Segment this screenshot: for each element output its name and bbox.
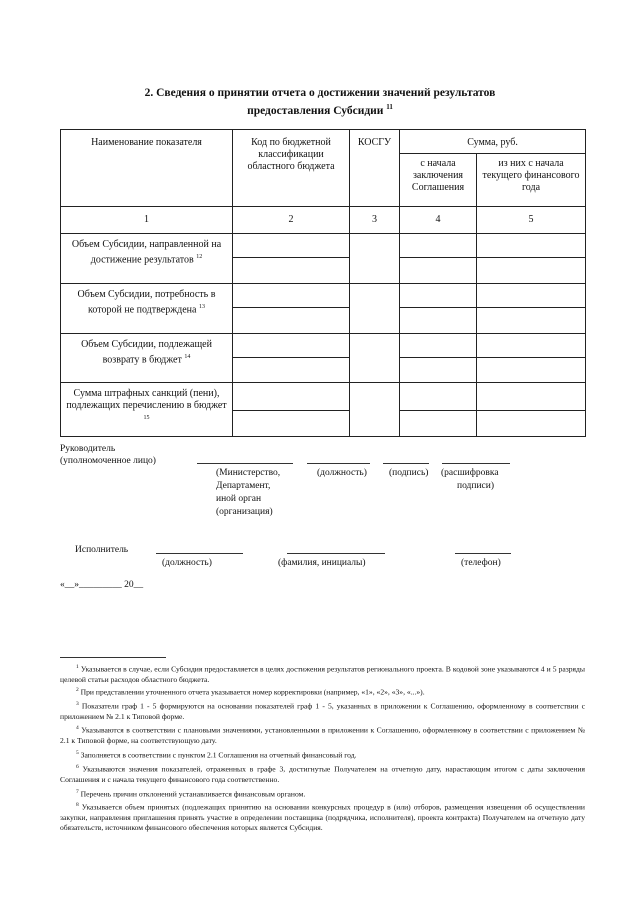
- footnote-1: $^1$ Указывается в случае, если Субсидия предоставляется в целях достижения результатов регионального проекта. В кодовой зоне указываются 4 и 5 разряды целевой статьи расходов областного бюджета.: [60, 664, 585, 684]
- cell-code[interactable]: [233, 258, 350, 284]
- row-label-3: Объем Субсидии, подлежащей возврату в бюджет $^{14}$: [61, 334, 233, 383]
- cell-code[interactable]: [233, 358, 350, 383]
- ministry-caption-3: иной орган: [216, 494, 262, 504]
- footnote-number: 2: [76, 687, 79, 693]
- cell-since-start[interactable]: [400, 334, 477, 358]
- executor-label: Исполнитель: [75, 545, 129, 555]
- footnote-number: 5: [76, 750, 79, 756]
- ministry-caption-2: Департамент,: [216, 481, 271, 491]
- row-label-4: Сумма штрафных санкций (пени), подлежащих перечислению в бюджет $^{15}$: [61, 383, 233, 437]
- cell-current-year[interactable]: [477, 258, 586, 284]
- section-title: [60, 86, 580, 118]
- cell-since-start[interactable]: [400, 234, 477, 258]
- cell-current-year[interactable]: [477, 358, 586, 383]
- footnote-number: 8: [76, 802, 79, 808]
- row-footnote-ref: 15: [143, 415, 150, 421]
- cell-code[interactable]: [233, 308, 350, 334]
- row-label-2: Объем Субсидии, потребность в которой не подтверждена $^{13}$: [61, 284, 233, 334]
- signature-caption: (подпись): [389, 468, 429, 478]
- cell-kosgu[interactable]: [350, 383, 400, 437]
- executor-name-line[interactable]: [287, 553, 385, 554]
- head-label-sub: (уполномоченное лицо): [60, 456, 156, 466]
- header-name: Наименование показателя: [61, 130, 233, 207]
- ministry-caption-4: (организация): [216, 507, 273, 517]
- cell-code[interactable]: [233, 411, 350, 437]
- cell-current-year[interactable]: [477, 308, 586, 334]
- footnote-number: 3: [76, 701, 79, 707]
- footnote-separator: [60, 657, 166, 658]
- report-table: [60, 129, 586, 437]
- footnote-number: 1: [76, 664, 79, 670]
- row-label-1: Объем Субсидии, направленной на достижение результатов $^{12}$: [61, 234, 233, 284]
- position-caption: (должность): [317, 468, 367, 478]
- header-sum: Сумма, руб.: [400, 130, 586, 154]
- header-since-start: с начала заключения Соглашения: [400, 154, 477, 207]
- executor-position-caption: (должность): [162, 558, 212, 568]
- cell-since-start[interactable]: [400, 258, 477, 284]
- col-number-4: 4: [400, 207, 477, 234]
- cell-code[interactable]: [233, 234, 350, 258]
- executor-phone-caption: (телефон): [461, 558, 501, 568]
- cell-kosgu[interactable]: [350, 234, 400, 284]
- executor-phone-line[interactable]: [455, 553, 511, 554]
- cell-since-start[interactable]: [400, 308, 477, 334]
- cell-current-year[interactable]: [477, 234, 586, 258]
- footnote-3: $^3$ Показатели граф 1 - 5 формируются на основании показателей граф 1 - 5, указанных в приложении к Соглашению, оформленному в соответствии с приложением № 2.1 к Типовой форме.: [60, 701, 585, 721]
- executor-position-line[interactable]: [156, 553, 243, 554]
- col-number-2: 2: [233, 207, 350, 234]
- cell-code[interactable]: [233, 284, 350, 308]
- title-footnote-ref: 11: [386, 103, 393, 111]
- footnote-number: 6: [76, 764, 79, 770]
- date-line[interactable]: «__»_________ 20__: [60, 580, 144, 590]
- cell-since-start[interactable]: [400, 411, 477, 437]
- footnote-number: 4: [76, 725, 79, 731]
- head-label: Руководитель: [60, 444, 116, 454]
- decoding-caption-2: подписи): [457, 481, 495, 491]
- row-footnote-ref: 12: [196, 254, 203, 260]
- cell-code[interactable]: [233, 383, 350, 411]
- cell-code[interactable]: [233, 334, 350, 358]
- executor-name-caption: (фамилия, инициалы): [278, 558, 366, 568]
- col-number-1: 1: [61, 207, 233, 234]
- footnote-4: $^4$ Указываются в соответствии с плановыми значениями, установленными в приложении к Соглашению, оформленному в соответствии с приложением № 2.1 к Типовой форме, на соответствующую дату.: [60, 725, 585, 745]
- section-title-line-2: предоставления Субсидии $^{11}$: [247, 103, 393, 117]
- decoding-caption-1: (расшифровка: [441, 468, 499, 478]
- cell-kosgu[interactable]: [350, 334, 400, 383]
- header-kosgu: КОСГУ: [350, 130, 400, 207]
- cell-since-start[interactable]: [400, 284, 477, 308]
- cell-current-year[interactable]: [477, 284, 586, 308]
- footnote-2: $^2$ При представлении уточненного отчета указывается номер корректировки (например, «1», «2», «3», «...»).: [76, 687, 425, 697]
- footnote-number: 7: [76, 789, 79, 795]
- cell-since-start[interactable]: [400, 383, 477, 411]
- signature-line[interactable]: [383, 463, 429, 464]
- header-code: Код по бюджетной классификации областного бюджета: [233, 130, 350, 207]
- col-number-3: 3: [350, 207, 400, 234]
- cell-current-year[interactable]: [477, 411, 586, 437]
- row-footnote-ref: 13: [198, 304, 205, 310]
- section-title-line-1: 2. Сведения о принятии отчета о достижении значений результатов: [144, 87, 496, 99]
- footnote-5: $^5$ Заполняется в соответствии с пунктом 2.1 Соглашения на отчетный финансовый год.: [76, 750, 357, 760]
- footnote-8: $^8$ Указывается объем принятых (подлежащих принятию на основании конкурсных процедур в (или) отборов, размещения извещения об осуществлении закупки, направления приглашения принять участие в определении поставщика (подрядчика, исполнителя), проекта контракта) Получателем на отчетную дату обязательств, источником финансового обеспечения которых является Субсидия.: [60, 802, 585, 832]
- cell-current-year[interactable]: [477, 334, 586, 358]
- decoding-line[interactable]: [442, 463, 510, 464]
- footnote-7: $^7$ Перечень причин отклонений устанавливается финансовым органом.: [76, 789, 306, 799]
- ministry-caption-1: (Министерство,: [216, 468, 281, 478]
- col-number-5: 5: [477, 207, 586, 234]
- cell-since-start[interactable]: [400, 358, 477, 383]
- cell-current-year[interactable]: [477, 383, 586, 411]
- header-current-year: из них с начала текущего финансового года: [477, 154, 586, 207]
- footnote-6: $^6$ Указываются значения показателей, отраженных в графе 3, достигнутые Получателем на отчетную дату, нарастающим итогом с даты заключения Соглашения и с начала текущего финансового года соответственно.: [60, 764, 585, 784]
- ministry-line[interactable]: [197, 463, 293, 464]
- row-footnote-ref: 14: [184, 354, 191, 360]
- cell-kosgu[interactable]: [350, 284, 400, 334]
- position-line[interactable]: [307, 463, 370, 464]
